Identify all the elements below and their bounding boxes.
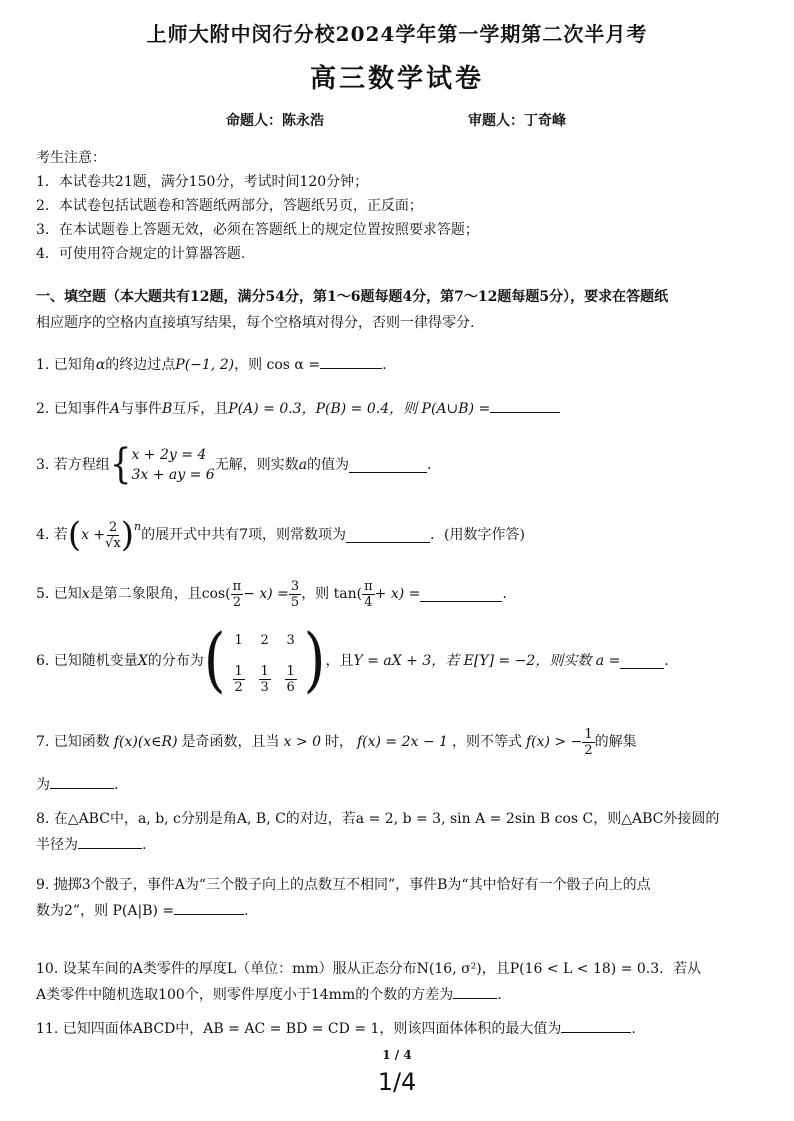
fraction [226, 664, 252, 695]
q2-a: A [109, 401, 120, 417]
q1-pre: 1. 已知角 [36, 357, 96, 373]
q6-mid: 的分布为 [147, 653, 204, 669]
brace-icon: { [109, 441, 132, 489]
notice-item: 3．在本试题卷上答题无效，必须在答题纸上的规定位置按照要求答题； [36, 222, 479, 238]
q2-mid2: 互斥，且 [172, 401, 229, 417]
notice-item: 4．可使用符合规定的计算器答题. [36, 246, 246, 262]
school-title: 上师大附中闵行分校2024学年第一学期第二次半月考 [146, 22, 648, 46]
q10-line1: 10. 设某车间的A类零件的厚度L（单位：mm）服从正态分布N(16, σ²)，且P(16 < L < 18) = 0.3．若从 [36, 961, 702, 977]
q7-post: 的解集 [594, 734, 637, 750]
q1-var: α [95, 357, 106, 373]
denominator: √x [105, 535, 121, 551]
answer-blank [620, 654, 664, 669]
question-1 [36, 352, 756, 378]
q7-mid3: ，则不等式 [451, 734, 522, 750]
numerator: 2 [108, 519, 118, 535]
q4-x: x + [81, 527, 106, 543]
numerator: π [364, 578, 373, 594]
fraction [252, 664, 278, 695]
answer-blank [78, 834, 142, 849]
numerator: 3 [290, 578, 300, 594]
matrix-grid [226, 628, 304, 695]
q6-var: X [137, 653, 148, 669]
q6-pre: 6. 已知随机变量 [36, 653, 138, 669]
answer-blank [453, 984, 497, 999]
q4-pre: 4. 若 [36, 527, 68, 543]
q1-post: ，则 cos α = [234, 357, 321, 373]
numerator: 1 [584, 726, 593, 742]
q3-post: 无解，则实数 [214, 457, 299, 473]
section-line: 相应题序的空格内直接填写结果，每个空格填对得分，否则一律得零分. [36, 315, 475, 331]
right-paren-icon: ) [303, 619, 326, 701]
section-line: 一、填空题（本大题共有12题，满分54分，第1～6题每题4分，第7～12题每题5分），要求在答题纸 [36, 289, 669, 305]
question-7 [36, 722, 756, 762]
right-paren-icon: ) [120, 515, 135, 555]
q7-expr: f(x) = 2x − 1 [356, 734, 448, 750]
q3-post2: 的值为 [307, 457, 350, 473]
q7-f: f(x)(x∈R) [113, 734, 178, 750]
question-11 [36, 1016, 756, 1042]
q5-end: . [502, 586, 507, 602]
question-9 [36, 872, 756, 924]
q2-b: B [161, 401, 173, 417]
fraction [582, 727, 594, 758]
q11-line1: 11. 已知四面体ABCD中，AB = AC = BD = CD = 1，则该四面体体积的最大值为 [36, 1021, 562, 1037]
q7-end: . [114, 777, 119, 793]
question-2 [36, 396, 756, 422]
q1-end: . [382, 357, 387, 373]
denominator: 2 [584, 742, 593, 758]
q9-line2: 数为2”，则 P(A|B) = [36, 903, 175, 919]
denominator: 2 [234, 679, 243, 695]
equation-system [131, 445, 214, 485]
q4-post: 的展开式中共有7项，则常数项为 [141, 527, 347, 543]
denominator: 6 [286, 679, 295, 695]
answer-blank [561, 1018, 631, 1033]
answer-blank [490, 398, 560, 413]
numerator: 1 [260, 663, 269, 679]
q10-line2: A类零件中随机选取100个，则零件厚度小于14mm的个数的方差为 [36, 987, 454, 1003]
q9-end: . [244, 903, 249, 919]
q1-expr: P(−1, 2) [175, 357, 235, 373]
answer-blank [349, 458, 427, 473]
q5-mid: 是第二象限角，且 [89, 586, 202, 602]
numerator: π [232, 578, 242, 594]
q2-expr: P(A) = 0.3，P(B) = 0.4，则 P(A∪B) = [228, 401, 491, 417]
q7-line2: 为 [36, 777, 50, 793]
fraction [362, 579, 375, 610]
question-8 [36, 806, 756, 858]
exam-title: 高三数学试卷 [309, 64, 484, 94]
q7-pre: 7. 已知函数 [36, 734, 110, 750]
q9-line2-wrap [36, 898, 756, 924]
answer-blank [320, 354, 382, 369]
q4-end: ．(用数字作答) [430, 527, 525, 543]
left-paren-icon: ( [203, 619, 226, 701]
q8-line2: 半径为 [36, 837, 78, 853]
answer-blank [50, 774, 114, 789]
q3-end: . [427, 457, 432, 473]
q10-line2-wrap [36, 982, 756, 1008]
fraction [278, 664, 304, 695]
notice-item: 2．本试卷包括试题卷和答题纸两部分，答题纸另页，正反面； [36, 198, 423, 214]
answer-blank [420, 587, 502, 602]
matrix-cell: 2 [260, 632, 269, 648]
q6-expr: Y = aX + 3，若 E[Y] = −2，则实数 a = [353, 653, 621, 669]
q5-cos: cos( [201, 586, 231, 602]
fraction [231, 579, 244, 610]
q9-line1: 9. 抛掷3个骰子，事件A为“三个骰子向上的点数互不相同”，事件B为“其中恰好有一个骰子向上的点 [36, 877, 651, 893]
page-number-small: 1 / 4 [382, 1048, 412, 1062]
question-5 [36, 572, 756, 616]
fraction [289, 579, 301, 610]
fraction [105, 520, 121, 551]
q7-ineq: f(x) > − [525, 734, 583, 750]
q8-line1: 8. 在△ABC中，a, b, c分别是角A, B, C的对边，若a = 2, b = 3, sin A = 2sin B cos C，则△ABC外接圆的 [36, 811, 720, 827]
q1-mid: 的终边过点 [105, 357, 176, 373]
q3-pre: 3. 若方程组 [36, 457, 110, 473]
left-paren-icon: ( [67, 515, 82, 555]
equation-2: 3x + ay = 6 [131, 467, 215, 483]
q5-var: x [81, 586, 90, 602]
denominator: 5 [290, 594, 300, 610]
q6-post: ，且 [325, 653, 354, 669]
question-10 [36, 956, 756, 1008]
setter: 命题人：陈永浩 [226, 113, 324, 129]
answer-blank [174, 900, 244, 915]
reviewer: 审题人：丁奇峰 [468, 113, 566, 129]
q7-mid: 是奇函数，且当 [181, 734, 280, 750]
q10-end: . [497, 987, 502, 1003]
question-3 [36, 440, 756, 490]
notice-item: 1．本试卷共21题，满分150分，考试时间120分钟； [36, 174, 369, 190]
q5-minus: − x) = [243, 586, 289, 602]
q5-tan: ，则 tan( [301, 586, 363, 602]
matrix-cell: 3 [286, 632, 295, 648]
denominator: 3 [260, 679, 269, 695]
page-number-large: 1/4 [377, 1068, 417, 1096]
denominator: 2 [232, 594, 242, 610]
q7-mid2: 时， [324, 734, 353, 750]
q6-end: . [664, 653, 669, 669]
question-7-line2 [36, 772, 756, 798]
section-heading [36, 284, 756, 336]
notice-block [36, 146, 479, 266]
exponent: n [134, 520, 142, 533]
q8-end: . [142, 837, 147, 853]
q5-plus: + x) = [374, 586, 421, 602]
distribution-matrix [203, 619, 326, 701]
q5-pre: 5. 已知 [36, 586, 82, 602]
matrix-cell: 1 [234, 632, 243, 648]
q8-line2-wrap [36, 832, 756, 858]
q2-pre: 2. 已知事件 [36, 401, 110, 417]
equation-1: x + 2y = 4 [131, 447, 207, 463]
notice-heading: 考生注意： [36, 150, 106, 166]
question-6 [36, 619, 756, 701]
numerator: 1 [286, 663, 295, 679]
q2-mid1: 与事件 [119, 401, 162, 417]
answer-blank [346, 528, 430, 543]
q7-cond: x > 0 [283, 734, 321, 750]
numerator: 1 [234, 663, 243, 679]
question-4 [36, 508, 756, 562]
denominator: 4 [364, 594, 373, 610]
q11-end: . [631, 1021, 636, 1037]
q3-var: a [298, 457, 308, 473]
